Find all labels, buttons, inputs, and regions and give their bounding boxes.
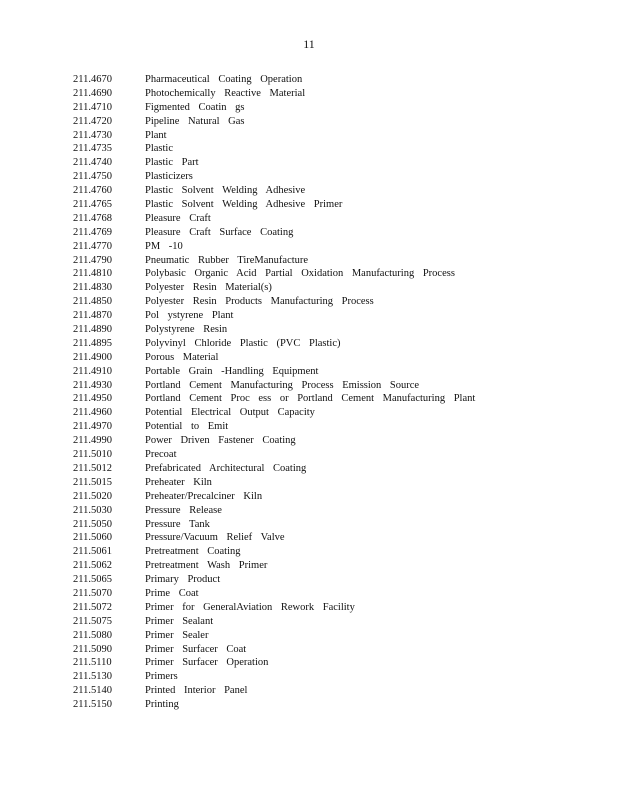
defined-term: Pleasure Craft Surface Coating <box>145 226 294 238</box>
defined-term: Plastic Solvent Welding Adhesive Primer <box>145 199 343 211</box>
list-item <box>73 198 593 212</box>
defined-term: Porous Material <box>145 351 219 363</box>
section-number: 211.4910 <box>73 365 112 377</box>
section-number: 211.4930 <box>73 379 112 391</box>
section-number: 211.4810 <box>73 268 112 280</box>
defined-term: Plastic Solvent Welding Adhesive <box>145 185 306 197</box>
section-number: 211.4750 <box>73 171 112 183</box>
defined-term: Potential to Emit <box>145 421 229 433</box>
list-item <box>73 573 593 587</box>
section-number: 211.5080 <box>73 629 112 641</box>
defined-term: Plasticizers <box>145 171 193 183</box>
list-item <box>73 87 593 101</box>
defined-term: Preheater Kiln <box>145 476 212 488</box>
list-item <box>73 643 593 657</box>
list-item <box>73 698 593 712</box>
section-number: 211.4765 <box>73 199 112 211</box>
list-item <box>73 295 593 309</box>
list-item <box>73 281 593 295</box>
list-item <box>73 518 593 532</box>
defined-term: Primer Sealer <box>145 629 209 641</box>
defined-term: Polyester Resin Material(s) <box>145 282 272 294</box>
section-number: 211.5050 <box>73 518 112 530</box>
section-number: 211.5012 <box>73 462 112 474</box>
defined-term: Pol ystyrene Plant <box>145 310 234 322</box>
list-item <box>73 504 593 518</box>
defined-term: Prefabricated Architectural Coating <box>145 462 307 474</box>
list-item <box>73 490 593 504</box>
defined-term: Polyester Resin Products Manufacturing Process <box>145 296 374 308</box>
list-item <box>73 309 593 323</box>
list-item <box>73 406 593 420</box>
defined-term: Plant <box>145 129 167 141</box>
section-number: 211.4720 <box>73 115 112 127</box>
defined-term: Prime Coat <box>145 587 199 599</box>
defined-term: Primer Sealant <box>145 615 214 627</box>
defined-term: Pharmaceutical Coating Operation <box>145 74 303 85</box>
section-number: 211.5030 <box>73 504 112 516</box>
section-number: 211.5020 <box>73 490 112 502</box>
section-number: 211.4950 <box>73 393 112 405</box>
defined-term: Figmented Coatin gs <box>145 101 245 113</box>
section-number: 211.5090 <box>73 643 112 655</box>
defined-term: Polystyrene Resin <box>145 324 228 336</box>
list-item <box>73 142 593 156</box>
list-item <box>73 670 593 684</box>
list-item <box>73 226 593 240</box>
section-number: 211.5065 <box>73 574 112 586</box>
section-number: 211.5140 <box>73 685 112 697</box>
defined-term: Primary Product <box>145 574 221 586</box>
section-number: 211.4740 <box>73 157 112 169</box>
section-number: 211.4670 <box>73 74 112 85</box>
list-item <box>73 254 593 268</box>
list-item <box>73 267 593 281</box>
defined-term: Precoat <box>145 449 177 461</box>
list-item <box>73 684 593 698</box>
list-item <box>73 240 593 254</box>
list-item <box>73 462 593 476</box>
section-number: 211.4710 <box>73 101 112 113</box>
section-number: 211.5070 <box>73 587 112 599</box>
list-item <box>73 476 593 490</box>
section-number: 211.4768 <box>73 212 112 224</box>
list-item <box>73 601 593 615</box>
list-item <box>73 184 593 198</box>
list-item <box>73 156 593 170</box>
section-number: 211.4769 <box>73 226 112 238</box>
section-number: 211.4895 <box>73 337 112 349</box>
section-number: 211.4790 <box>73 254 112 266</box>
section-number: 211.5015 <box>73 476 112 488</box>
section-number: 211.4730 <box>73 129 112 141</box>
list-item <box>73 170 593 184</box>
defined-term: Printed Interior Panel <box>145 685 248 697</box>
list-item <box>73 392 593 406</box>
section-number: 211.4690 <box>73 87 112 99</box>
list-item <box>73 420 593 434</box>
defined-term: Pneumatic Rubber TireManufacture <box>145 254 309 266</box>
list-item <box>73 129 593 143</box>
defined-term: PM -10 <box>145 240 183 252</box>
defined-term: Portable Grain -Handling Equipment <box>145 365 319 377</box>
section-number: 211.5110 <box>73 657 112 669</box>
defined-term: Photochemically Reactive Material <box>145 87 306 99</box>
defined-term: Pressure Release <box>145 504 222 516</box>
defined-term: Pretreatment Wash Primer <box>145 560 268 572</box>
section-number: 211.5010 <box>73 449 112 461</box>
list-item <box>73 101 593 115</box>
list-item <box>73 337 593 351</box>
list-item <box>73 615 593 629</box>
section-number: 211.4890 <box>73 324 112 336</box>
section-number: 211.4770 <box>73 240 112 252</box>
defined-term: Printing <box>145 699 179 711</box>
section-number: 211.4760 <box>73 185 112 197</box>
section-number: 211.4830 <box>73 282 112 294</box>
section-number: 211.5072 <box>73 601 112 613</box>
list-item <box>73 587 593 601</box>
defined-term: Plastic <box>145 143 173 155</box>
list-item <box>73 73 593 87</box>
defined-term: Power Driven Fastener Coating <box>145 435 296 447</box>
defined-term: Primers <box>145 671 178 683</box>
defined-term: Primer for GeneralAviation Rework Facility <box>145 601 355 613</box>
defined-term: Plastic Part <box>145 157 199 169</box>
list-item <box>73 434 593 448</box>
defined-term: Potential Electrical Output Capacity <box>145 407 315 419</box>
section-number: 211.4970 <box>73 421 112 433</box>
defined-term: Pipeline Natural Gas <box>145 115 245 127</box>
defined-term: Primer Surfacer Operation <box>145 657 269 669</box>
list-item <box>73 351 593 365</box>
defined-term: Pressure Tank <box>145 518 210 530</box>
definition-list <box>73 73 593 712</box>
section-number: 211.5060 <box>73 532 112 544</box>
section-number: 211.4990 <box>73 435 112 447</box>
section-number: 211.5062 <box>73 560 112 572</box>
section-number: 211.5061 <box>73 546 112 558</box>
defined-term: Pretreatment Coating <box>145 546 241 558</box>
defined-term: Preheater/Precalciner Kiln <box>145 490 263 502</box>
defined-term: Portland Cement Manufacturing Process Emission Source <box>145 379 420 391</box>
list-item <box>73 629 593 643</box>
defined-term: Portland Cement Proc ess or Portland Cement Manufacturing Plant <box>145 393 476 405</box>
section-number: 211.4735 <box>73 143 112 155</box>
section-number: 211.4960 <box>73 407 112 419</box>
list-item <box>73 212 593 226</box>
list-item <box>73 545 593 559</box>
section-number: 211.5075 <box>73 615 112 627</box>
list-item <box>73 115 593 129</box>
list-item <box>73 656 593 670</box>
section-number: 211.5130 <box>73 671 112 683</box>
section-number: 211.4850 <box>73 296 112 308</box>
section-number: 211.5150 <box>73 699 112 711</box>
defined-term: Polyvinyl Chloride Plastic (PVC Plastic) <box>145 337 341 349</box>
list-item <box>73 379 593 393</box>
section-number: 211.4900 <box>73 351 112 363</box>
defined-term: Pleasure Craft <box>145 212 211 224</box>
defined-term: Pressure/Vacuum Relief Valve <box>145 532 285 544</box>
defined-term: Primer Surfacer Coat <box>145 643 247 655</box>
list-item <box>73 531 593 545</box>
list-item <box>73 323 593 337</box>
page-number: 11 <box>303 37 315 51</box>
section-number: 211.4870 <box>73 310 112 322</box>
list-item <box>73 448 593 462</box>
list-item <box>73 365 593 379</box>
list-item <box>73 559 593 573</box>
defined-term: Polybasic Organic Acid Partial Oxidation Manufacturing Process <box>145 268 455 280</box>
